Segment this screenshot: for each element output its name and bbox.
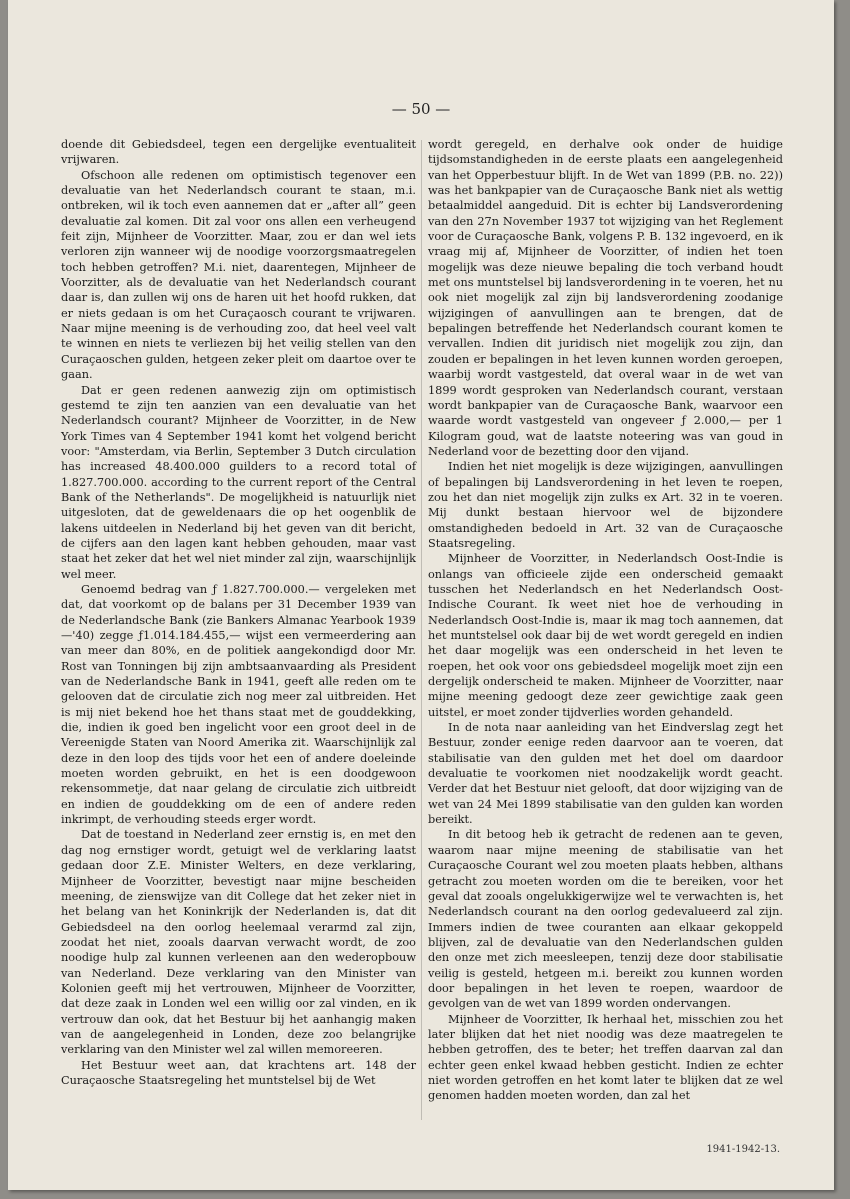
page-number: — 50 — bbox=[391, 100, 451, 118]
paragraph: Genoemd bedrag van ƒ 1.827.700.000.— vergeleken met dat, dat voorkomt op de balans per 31 December 1939 van de Nederlandsche Bank (zie Bankers Almanac Yearbook 1939—'40) zegge ƒ1.014.184.455,— wijst een vermeerdering aan van meer dan 80%, en de politiek aangekondigd door Mr. Rost van Tonningen bij zijn ambtsaanvaarding als President van de Nederlandsche Bank in 1941, geeft alle reden om te gelooven dat de circulatie zich nog meer zal uitbreiden. Het is mij niet bekend hoe het thans staat met de gouddekking, die, indien ik goed ben ingelicht voor een groot deel in de Vereenigde Staten van Noord Amerika zit. Waarschijnlijk zal deze in den loop des tijds voor het een of andere doeleinde moeten worden gebruikt, en het is een doodgewoon rekensommetje, dat naar gelang de circulatie zich uitbreidt en indien de gouddekking om de een of andere reden inkrimpt, de verhouding steeds erger wordt. bbox=[61, 582, 416, 827]
left-column bbox=[61, 137, 416, 1088]
paragraph: In de nota naar aanleiding van het Eindverslag zegt het Bestuur, zonder eenige reden daarvoor aan te voeren, dat stabilisatie van den gulden met het doel om daardoor devaluatie te voorkomen niet noodzakelijk wordt geacht. Verder dat het Bestuur niet gelooft, dat door wijziging van de wet van 24 Mei 1899 stabilisatie van den gulden kan worden bereikt. bbox=[428, 721, 783, 827]
paragraph: Mijnheer de Voorzitter, Ik herhaal het, misschien zou het later blijken dat het niet noodig was deze maatregelen te hebben getroffen, des te beter; het treffen daarvan zal dan echter geen enkel kwaad hebben gesticht. Indien ze echter niet worden getroffen en het komt later te blijken dat ze wel genomen hadden moeten worden, dan zal het bbox=[428, 1012, 783, 1103]
footer-reference: 1941-1942-13. bbox=[706, 1144, 780, 1155]
right-column bbox=[428, 137, 783, 1104]
paragraph: Indien het niet mogelijk is deze wijzigingen, aanvullingen of bepalingen bij Landsverordening in het leven te roepen, zou het dan niet mogelijk zijn zulks ex Art. 32 in te voeren. Mij dunkt bestaan hiervoor wel de bijzondere omstandigheden bedoeld in Art. 32 van de Curaçaosche Staatsregeling. bbox=[428, 460, 783, 550]
paragraph: Ofschoon alle redenen om optimistisch tegenover een devaluatie van het Nederlandsch courant te staan, m.i. ontbreken, wil ik toch even aannemen dat er „after all” geen devaluatie zal komen. Dit zal voor ons allen een verheugend feit zijn, Mijnheer de Voorzitter. Maar, zou er dan wel iets verloren zijn wanneer wij de noodige voorzorgsmaatregelen toch hebben getroffen? M.i. niet, daarentegen, Mijnheer de Voorzitter, als de devaluatie van het Nederlandsch courant daar is, dan zullen wij ons de haren uit het hoofd rukken, dat er niets gedaan is om het Curaçaosch courant te vrijwaren. Naar mijne meening is de verhouding zoo, dat heel veel valt te winnen en niets te verliezen bij het veilig stellen van den Curaçaoschen gulden, hetgeen zeker pleit om daartoe over te gaan. bbox=[61, 168, 416, 382]
paragraph: Dat de toestand in Nederland zeer ernstig is, en met den dag nog ernstiger wordt, getuigt wel de verklaring laatst gedaan door Z.E. Minister Welters, en deze verklaring, Mijnheer de Voorzitter, bevestigt naar mijne bescheiden meening, de zienswijze van dit College dat het zeker niet in het belang van het Koninkrijk der Nederlanden is, dat dit Gebiedsdeel na den oorlog heelemaal verarmd zal zijn, zoodat het niet, zooals daarvan verwacht wordt, de zoo noodige hulp zal kunnen verleenen aan den wederopbouw van Nederland. Deze verklaring van den Minister van Kolonien geeft mij het vertrouwen, Mijnheer de Voorzitter, dat deze zaak in Londen wel een willig oor zal vinden, en ik vertrouw dan ook, dat het Bestuur bij het aanhangig maken van de aangelegenheid in Londen, deze zoo belangrijke verklaring van den Minister wel zal willen memoreeren. bbox=[61, 828, 416, 1057]
paragraph: Dat er geen redenen aanwezig zijn om optimistisch gestemd te zijn ten aanzien van een devaluatie van het Nederlandsch courant? Mijnheer de Voorzitter, in de New York Times van 4 September 1941 komt het volgend bericht voor: "Amsterdam, via Berlin, September 3 Dutch circulation has increased 48.400.000 guilders to a record total of 1.827.700.000. according to the current report of the Central Bank of the Netherlands". De mogelijkheid is natuurlijk niet uitgesloten, dat de geweldenaars die op het oogenblik de lakens uitdeelen in Nederland bij het geven van dit bericht, de cijfers aan den lagen kant hebben gehouden, maar vast staat het zeker dat het wel niet minder zal zijn, waarschijnlijk wel meer. bbox=[61, 383, 416, 581]
document-page bbox=[8, 0, 834, 1190]
paragraph: doende dit Gebiedsdeel, tegen een dergelijke eventualiteit vrijwaren. bbox=[61, 138, 416, 167]
paragraph: Het Bestuur weet aan, dat krachtens art. 148 der Curaçaosche Staatsregeling het muntstelsel bij de Wet bbox=[61, 1058, 416, 1087]
column-divider bbox=[421, 140, 422, 1120]
paragraph: Mijnheer de Voorzitter, in Nederlandsch Oost-Indie is onlangs van officieele zijde een onderscheid gemaakt tusschen het Nederlandsch en het Nederlandsch Oost-Indische Courant. Ik weet niet hoe de verhouding in Nederlandsch Oost-Indie is, maar ik mag toch aannemen, dat het muntstelsel ook daar bij de wet wordt geregeld en indien het daar mogelijk was een onderscheid in het leven te roepen, het ook voor ons gebiedsdeel mogelijk moet zijn een dergelijk onderscheid te maken. Mijnheer de Voorzitter, naar mijne meening gedoogt deze zeer gewichtige zaak geen uitstel, er moet zonder tijdverlies worden gehandeld. bbox=[428, 552, 783, 719]
paragraph: wordt geregeld, en derhalve ook onder de huidige tijdsomstandigheden in de eerste plaats een aangelegenheid van het Opperbestuur blijft. In de Wet van 1899 (P.B. no. 22)) was het bankpapier van de Curaçaosche Bank niet als wettig betaalmiddel aangeduid. Dit is echter bij Landsverordening van den 27n November 1937 tot wijziging van het Reglement voor de Curaçaosche Bank, volgens P. B. 132 ingevoerd, en ik vraag mij af, Mijnheer de Voorzitter, of indien het toen mogelijk was deze nieuwe bepaling die toch verband houdt met ons muntstelsel bij landsverordening in te voeren, het nu ook niet mogelijk zal zijn bij landsverordening zoodanige wijzigingen of aanvullingen aan te brengen, dat de bepalingen betreffende het Nederlandsch courant komen te vervallen. Indien dit juridisch niet mogelijk zou zijn, dan zouden er bepalingen in het leven kunnen worden geroepen, waarbij wordt vastgesteld, dat overal waar in de wet van 1899 wordt gesproken van Nederlandsch courant, verstaan wordt bankpapier van de Curaçaosche Bank, waarvoor een waarde wordt vastgesteld van ongeveer ƒ 2.000,— per 1 Kilogram goud, wat de laatste noteering was van goud in Nederland voor de bezetting door den vijand. bbox=[428, 138, 783, 458]
paragraph: In dit betoog heb ik getracht de redenen aan te geven, waarom naar mijne meening de stabilisatie van het Curaçaosche Courant wel zou moeten plaats hebben, althans getracht zou moeten worden om die te bereiken, voor het geval dat zooals ongelukkigerwijze wel te verwachten is, het Nederlandsch courant na den oorlog gedevalueerd zal zijn. Immers indien de twee couranten aan elkaar gekoppeld blijven, zal de devaluatie van den Nederlandschen gulden den onze met zich meesleepen, tenzij deze door stabilisatie veilig is gesteld, hetgeen m.i. bereikt zou kunnen worden door bepalingen in het leven te roepen, waardoor de gevolgen van de wet van 1899 worden ondervangen. bbox=[428, 828, 783, 1011]
